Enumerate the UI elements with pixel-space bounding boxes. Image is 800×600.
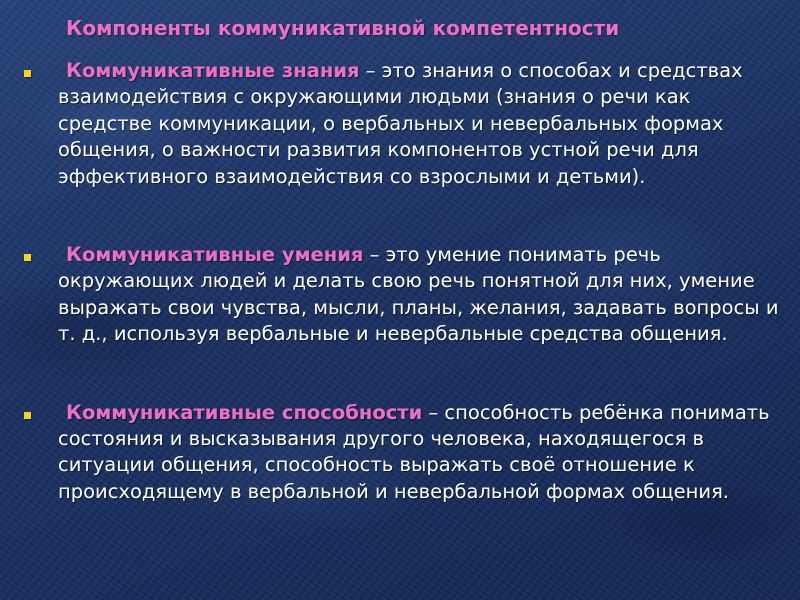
square-bullet-icon [24,70,31,77]
square-bullet-icon [24,412,31,419]
square-bullet-icon [24,254,31,261]
definition-text: – способность ребёнка понимать состояния и высказывания другого человека, находящегося в ситуации общения, способность выражать своё отношение к происходящему в вербальной и невербальной формах общения. [58,400,770,503]
term: Коммуникативные знания [66,59,360,82]
definition-text: – это умение понимать речь окружающих людей и делать свою речь понятной для них, умение выражать свои чувства, мысли, планы, желания, задавать вопросы и т. д., используя вербальные и невербальные средства общения. [58,243,779,346]
term: Коммуникативные умения [66,243,364,267]
list-item [0,242,800,348]
list-item [0,58,800,190]
slide-title: Компоненты коммуникативной компетентности [66,16,620,40]
definition-text: – это знания о способах и средствах взаимодействия с окружающими людьми (знания о речи как средстве коммуникации, о вербальных и невербальных формах общения, о важности развития компонентов устной речи для эффективного взаимодействия со взрослыми и детьми). [58,59,743,188]
bullet-list [0,58,800,557]
term: Коммуникативные способности [66,400,423,424]
list-item [0,400,800,506]
